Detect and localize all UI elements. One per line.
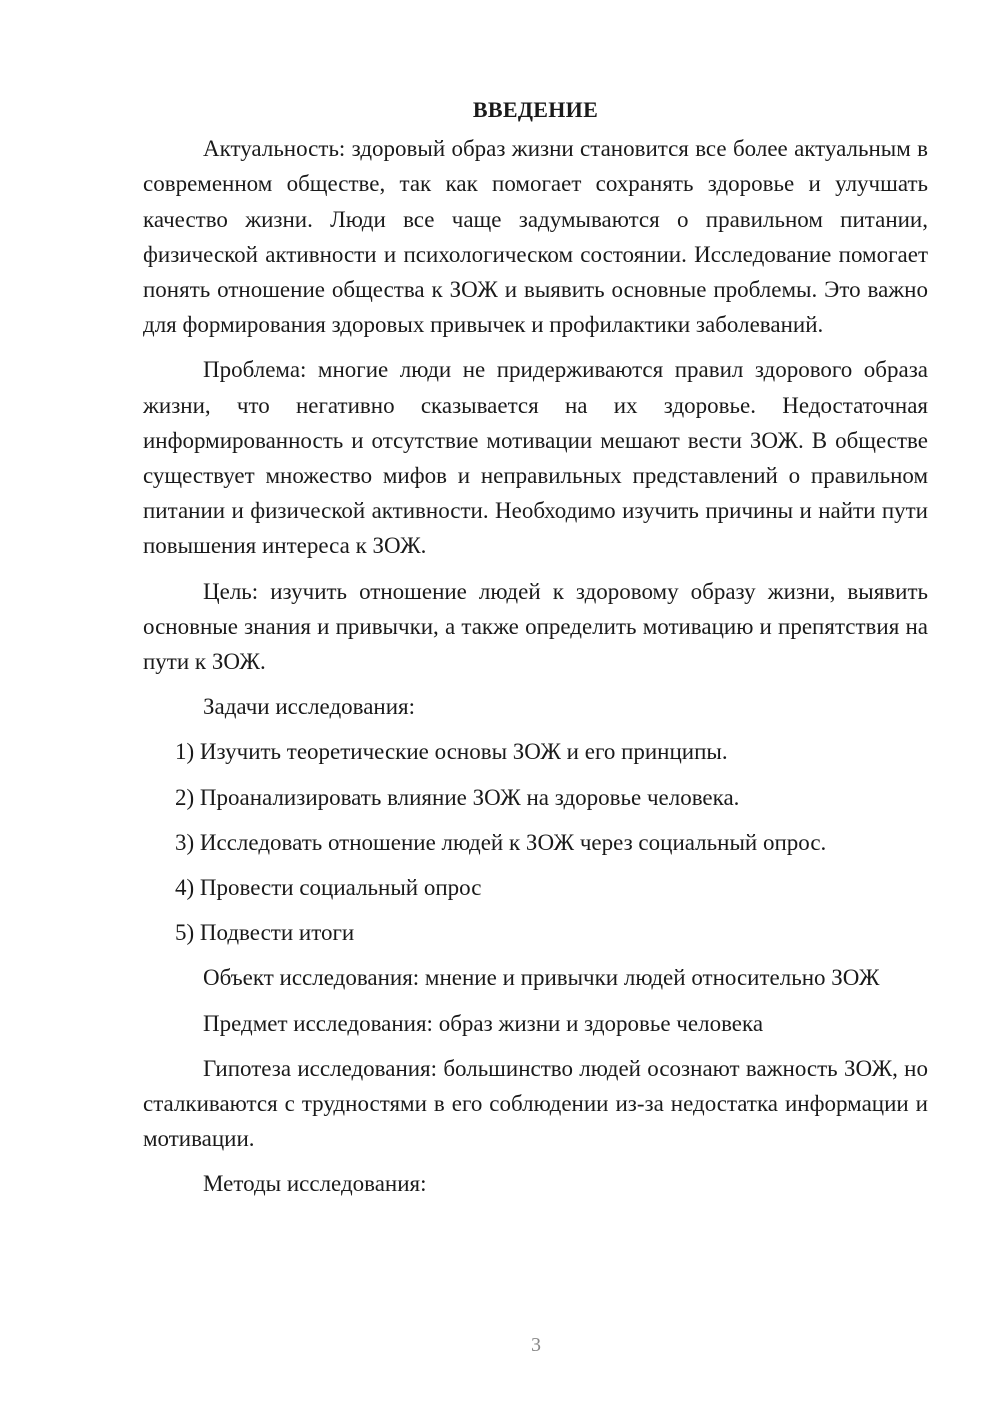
- problem-paragraph: Проблема: многие люди не придерживаются правил здорового образа жизни, что негативно сказывается на их здоровье. Недостаточная информированность и отсутствие мотивации мешают вести ЗОЖ. В обществе существует множество мифов и неправильных представлений о правильном питании и физической активности. Необходимо изучить причины и найти пути повышения интереса к ЗОЖ.: [143, 357, 928, 559]
- hypothesis-paragraph: Гипотеза исследования: большинство людей осознают важность ЗОЖ, но сталкиваются с трудностями в его соблюдении из-за недостатка информации и мотивации.: [143, 1055, 928, 1152]
- task-item: 3) Исследовать отношение людей к ЗОЖ через социальный опрос.: [175, 829, 827, 855]
- page-title: ВВЕДЕНИЕ: [472, 97, 599, 122]
- task-item: 5) Подвести итоги: [175, 920, 355, 946]
- tasks-heading: Задачи исследования:: [203, 694, 416, 720]
- task-item: 2) Проанализировать влияние ЗОЖ на здоровье человека.: [175, 784, 740, 810]
- subject-paragraph: Предмет исследования: образ жизни и здоровье человека: [203, 1010, 764, 1036]
- relevance-paragraph: Актуальность: здоровый образ жизни становится все более актуальным в современном обществе, так как помогает сохранять здоровье и улучшать качество жизни. Люди все чаще задумываются о правильном питании, физической активности и психологическом состоянии. Исследование помогает понять отношение общества к ЗОЖ и выявить основные проблемы. Это важно для формирования здоровых привычек и профилактики заболеваний.: [143, 136, 928, 338]
- page-content: [143, 92, 928, 1212]
- task-item: 1) Изучить теоретические основы ЗОЖ и его принципы.: [175, 739, 728, 765]
- goal-paragraph: Цель: изучить отношение людей к здоровому образу жизни, выявить основные знания и привычки, а также определить мотивацию и препятствия на пути к ЗОЖ.: [143, 578, 928, 675]
- page-number: 3: [531, 1334, 541, 1356]
- methods-heading: Методы исследования:: [203, 1171, 427, 1197]
- tasks-list: [143, 734, 928, 950]
- task-item: 4) Провести социальный опрос: [175, 875, 482, 901]
- object-paragraph: Объект исследования: мнение и привычки людей относительно ЗОЖ: [203, 965, 880, 991]
